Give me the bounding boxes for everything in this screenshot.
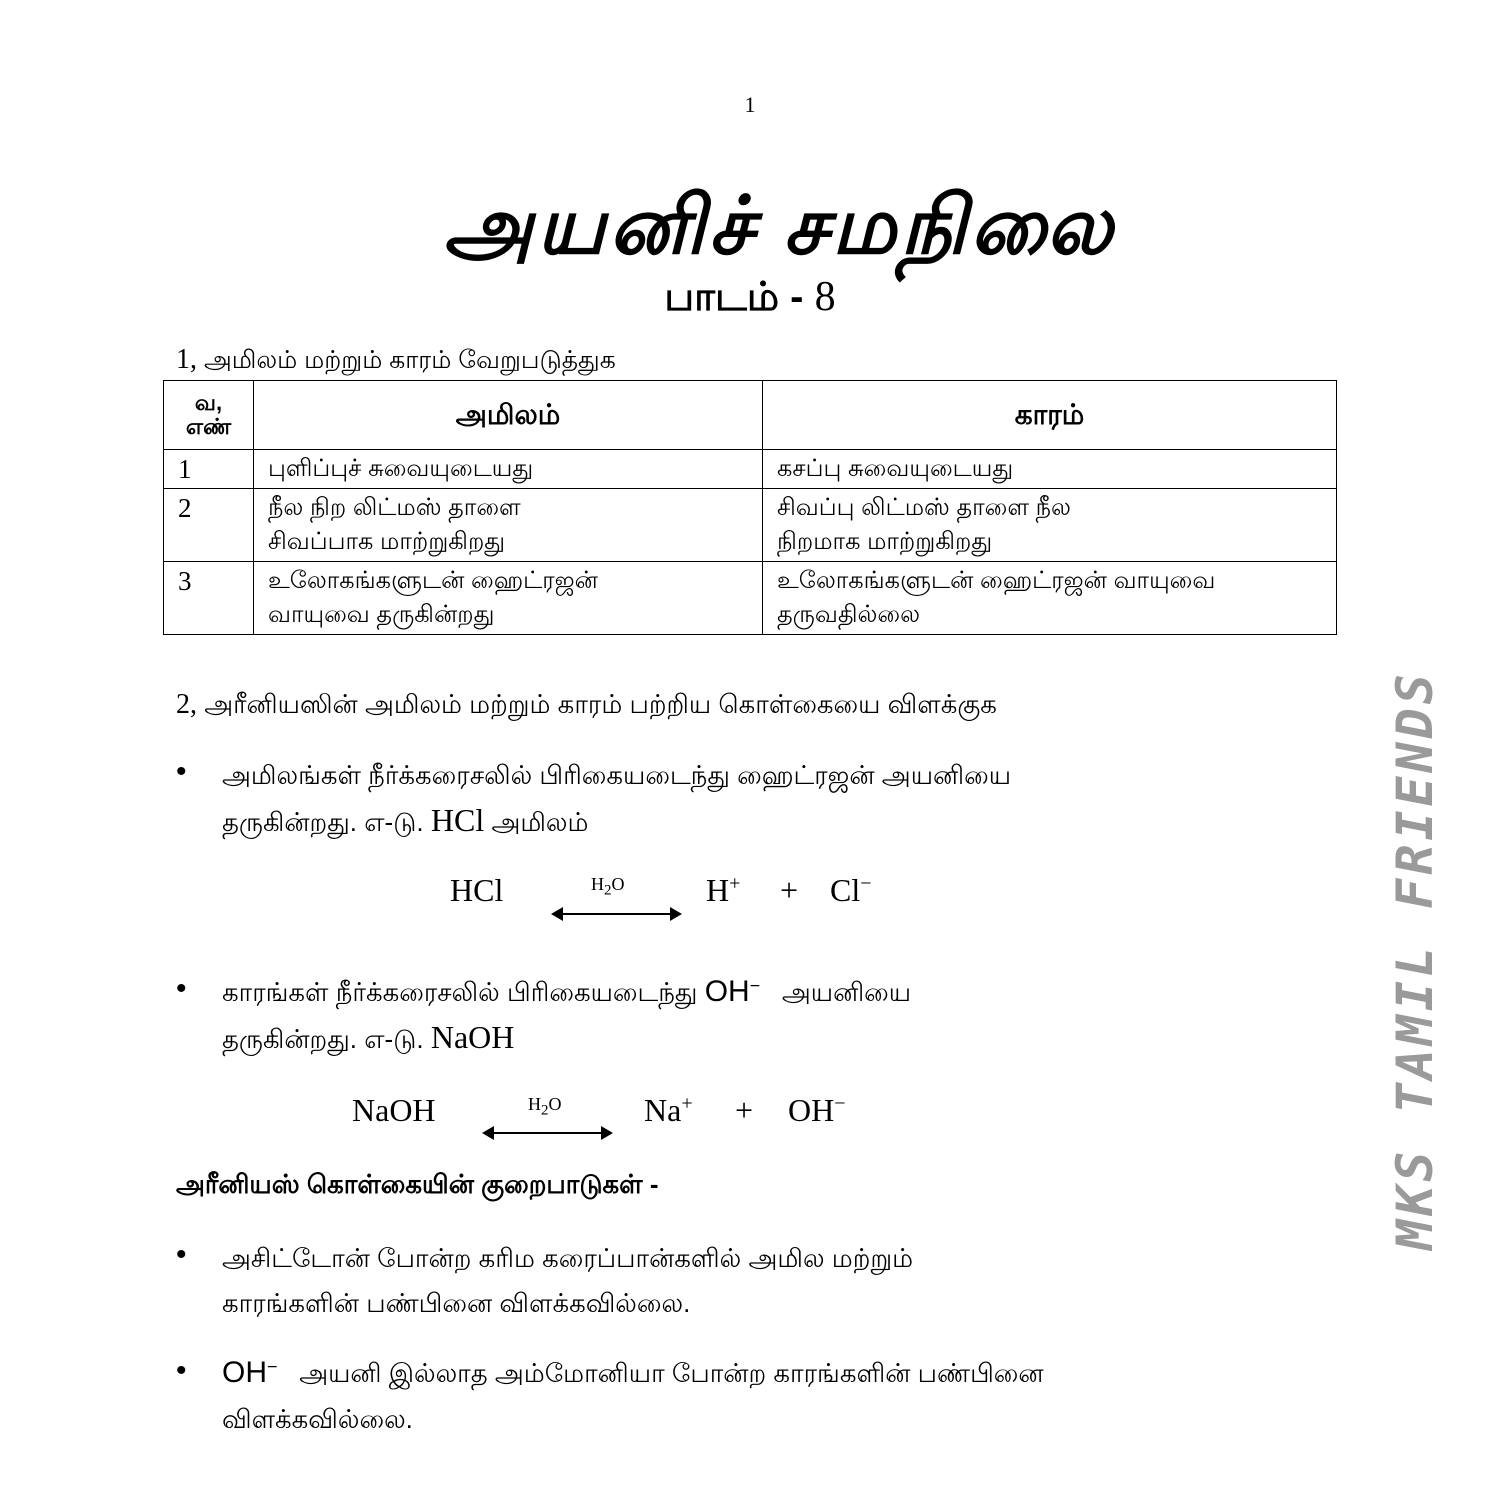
question-number: 2, (176, 689, 197, 720)
formula: OH (222, 1356, 267, 1389)
equilibrium-arrow-icon (484, 1132, 611, 1134)
cell-line: உலோகங்களுடன் ஹைட்ரஜன் (268, 567, 598, 594)
cell-line: வாயுவை தருகின்றது (268, 601, 495, 628)
text: அயனியை (781, 977, 912, 1007)
table-row (164, 489, 1337, 562)
serial-header-line2: எண் (185, 414, 232, 439)
bullet-4-line-2: விளக்கவில்லை. (222, 1404, 413, 1434)
serial-header (164, 381, 254, 450)
sub: 2 (541, 1102, 549, 1119)
formula: NaOH (430, 1019, 515, 1055)
cell-line: நிறமாக மாற்றுகிறது (777, 528, 993, 555)
cell-line: சிவப்பாக மாற்றுகிறது (268, 528, 506, 555)
eq2-plus: + (735, 1092, 754, 1128)
cell-line: உலோகங்களுடன் ஹைட்ரஜன் வாயுவை (777, 567, 1216, 594)
question-text: அரீனியஸின் அமிலம் மற்றும் காரம் பற்றிய கொள்கையை விளக்குக (204, 689, 997, 719)
text: தருகின்றது. எ-டு. (222, 807, 424, 837)
question-number: 1, (176, 344, 197, 375)
bullet-1-line-1: அமிலங்கள் நீர்க்கரைசலில் பிரிகையடைந்து ஹைட்ரஜன் அயனியை (222, 760, 1011, 790)
table-row (164, 562, 1337, 635)
charge: + (681, 1092, 693, 1115)
question-2 (176, 686, 997, 723)
eq2-product-2 (788, 1092, 846, 1128)
charge: − (834, 1092, 846, 1115)
eq1-product-2 (830, 872, 872, 908)
bullet-icon: • (176, 972, 187, 1005)
bullet-icon: • (176, 1238, 187, 1271)
eq1-reactant: HCl (450, 872, 504, 908)
eq2-product-1 (644, 1092, 693, 1128)
charge: + (729, 872, 741, 895)
question-1 (176, 344, 616, 376)
formula: HCl (430, 802, 485, 838)
charge: − (267, 1356, 278, 1377)
ion: Na (644, 1092, 682, 1128)
acid-cell: புளிப்புச் சுவையுடையது (254, 450, 763, 489)
serial-header-line1: வ, (194, 390, 223, 415)
cell-line: தருவதில்லை (777, 601, 921, 628)
ion: Cl (830, 872, 861, 908)
equilibrium-arrow-icon (553, 913, 680, 915)
bullet-icon: • (176, 1354, 187, 1387)
watermark: MKS TAMIL FRIENDS (1386, 670, 1444, 1250)
eq2-reactant: NaOH (352, 1092, 436, 1128)
serial-cell: 1 (164, 450, 254, 489)
section-heading: அரீனியஸ் கொள்கையின் குறைபாடுகள் - (176, 1169, 659, 1199)
h: H (528, 1094, 541, 1114)
comparison-table (163, 380, 1337, 635)
cell-line: நீல நிற லிட்மஸ் தாளை (268, 494, 521, 521)
cell-line: சிவப்பு லிட்மஸ் தாளை நீல (777, 494, 1071, 521)
bullet-3-line-2: காரங்களின் பண்பினை விளக்கவில்லை. (222, 1288, 691, 1318)
o: O (548, 1094, 562, 1114)
base-header: காரம் (763, 381, 1337, 450)
serial-cell: 3 (164, 562, 254, 635)
bullet-1-line-2 (222, 802, 588, 840)
bullet-3-line-1: அசிட்டோன் போன்ற கரிம கரைப்பான்களில் அமில மற்றும் (222, 1243, 914, 1273)
bullet-icon: • (176, 755, 187, 788)
text: அயனி இல்லாத அம்மோனியா போன்ற காரங்களின் பண்பினை (299, 1358, 1044, 1388)
page-number: 1 (744, 92, 756, 117)
lesson-subtitle (0, 274, 1500, 320)
lesson-number: 8 (814, 274, 836, 320)
eq1-solvent (591, 874, 625, 899)
bullet-2-line-1 (222, 974, 911, 1010)
table-header-row (164, 381, 1337, 450)
h: H (591, 874, 604, 894)
bullet-2-line-2 (222, 1019, 514, 1057)
page-title: அயனிச் சமநிலை (443, 181, 1117, 270)
base-cell (763, 562, 1337, 635)
eq2-solvent (528, 1094, 562, 1119)
base-cell (763, 489, 1337, 562)
o: O (611, 874, 625, 894)
table-row (164, 450, 1337, 489)
eq1-product-1 (706, 872, 740, 908)
bullet-4-line-1 (222, 1355, 1044, 1391)
acid-cell (254, 562, 763, 635)
charge: − (860, 872, 872, 895)
acid-cell (254, 489, 763, 562)
lesson-label: பாடம் - (664, 275, 804, 319)
text: அமிலம் (491, 807, 589, 837)
acid-header: அமிலம் (254, 381, 763, 450)
text: தருகின்றது. எ-டு. (222, 1024, 424, 1054)
ion: OH (788, 1092, 835, 1128)
eq1-plus: + (780, 872, 799, 908)
formula: OH (704, 975, 750, 1008)
question-text: அமிலம் மற்றும் காரம் வேறுபடுத்துக (203, 346, 616, 374)
base-cell: கசப்பு சுவையுடையது (763, 450, 1337, 489)
serial-cell: 2 (164, 489, 254, 562)
text: காரங்கள் நீர்க்கரைசலில் பிரிகையடைந்து (222, 977, 698, 1007)
charge: − (749, 975, 761, 996)
sub: 2 (604, 882, 612, 899)
ion: H (706, 872, 730, 908)
